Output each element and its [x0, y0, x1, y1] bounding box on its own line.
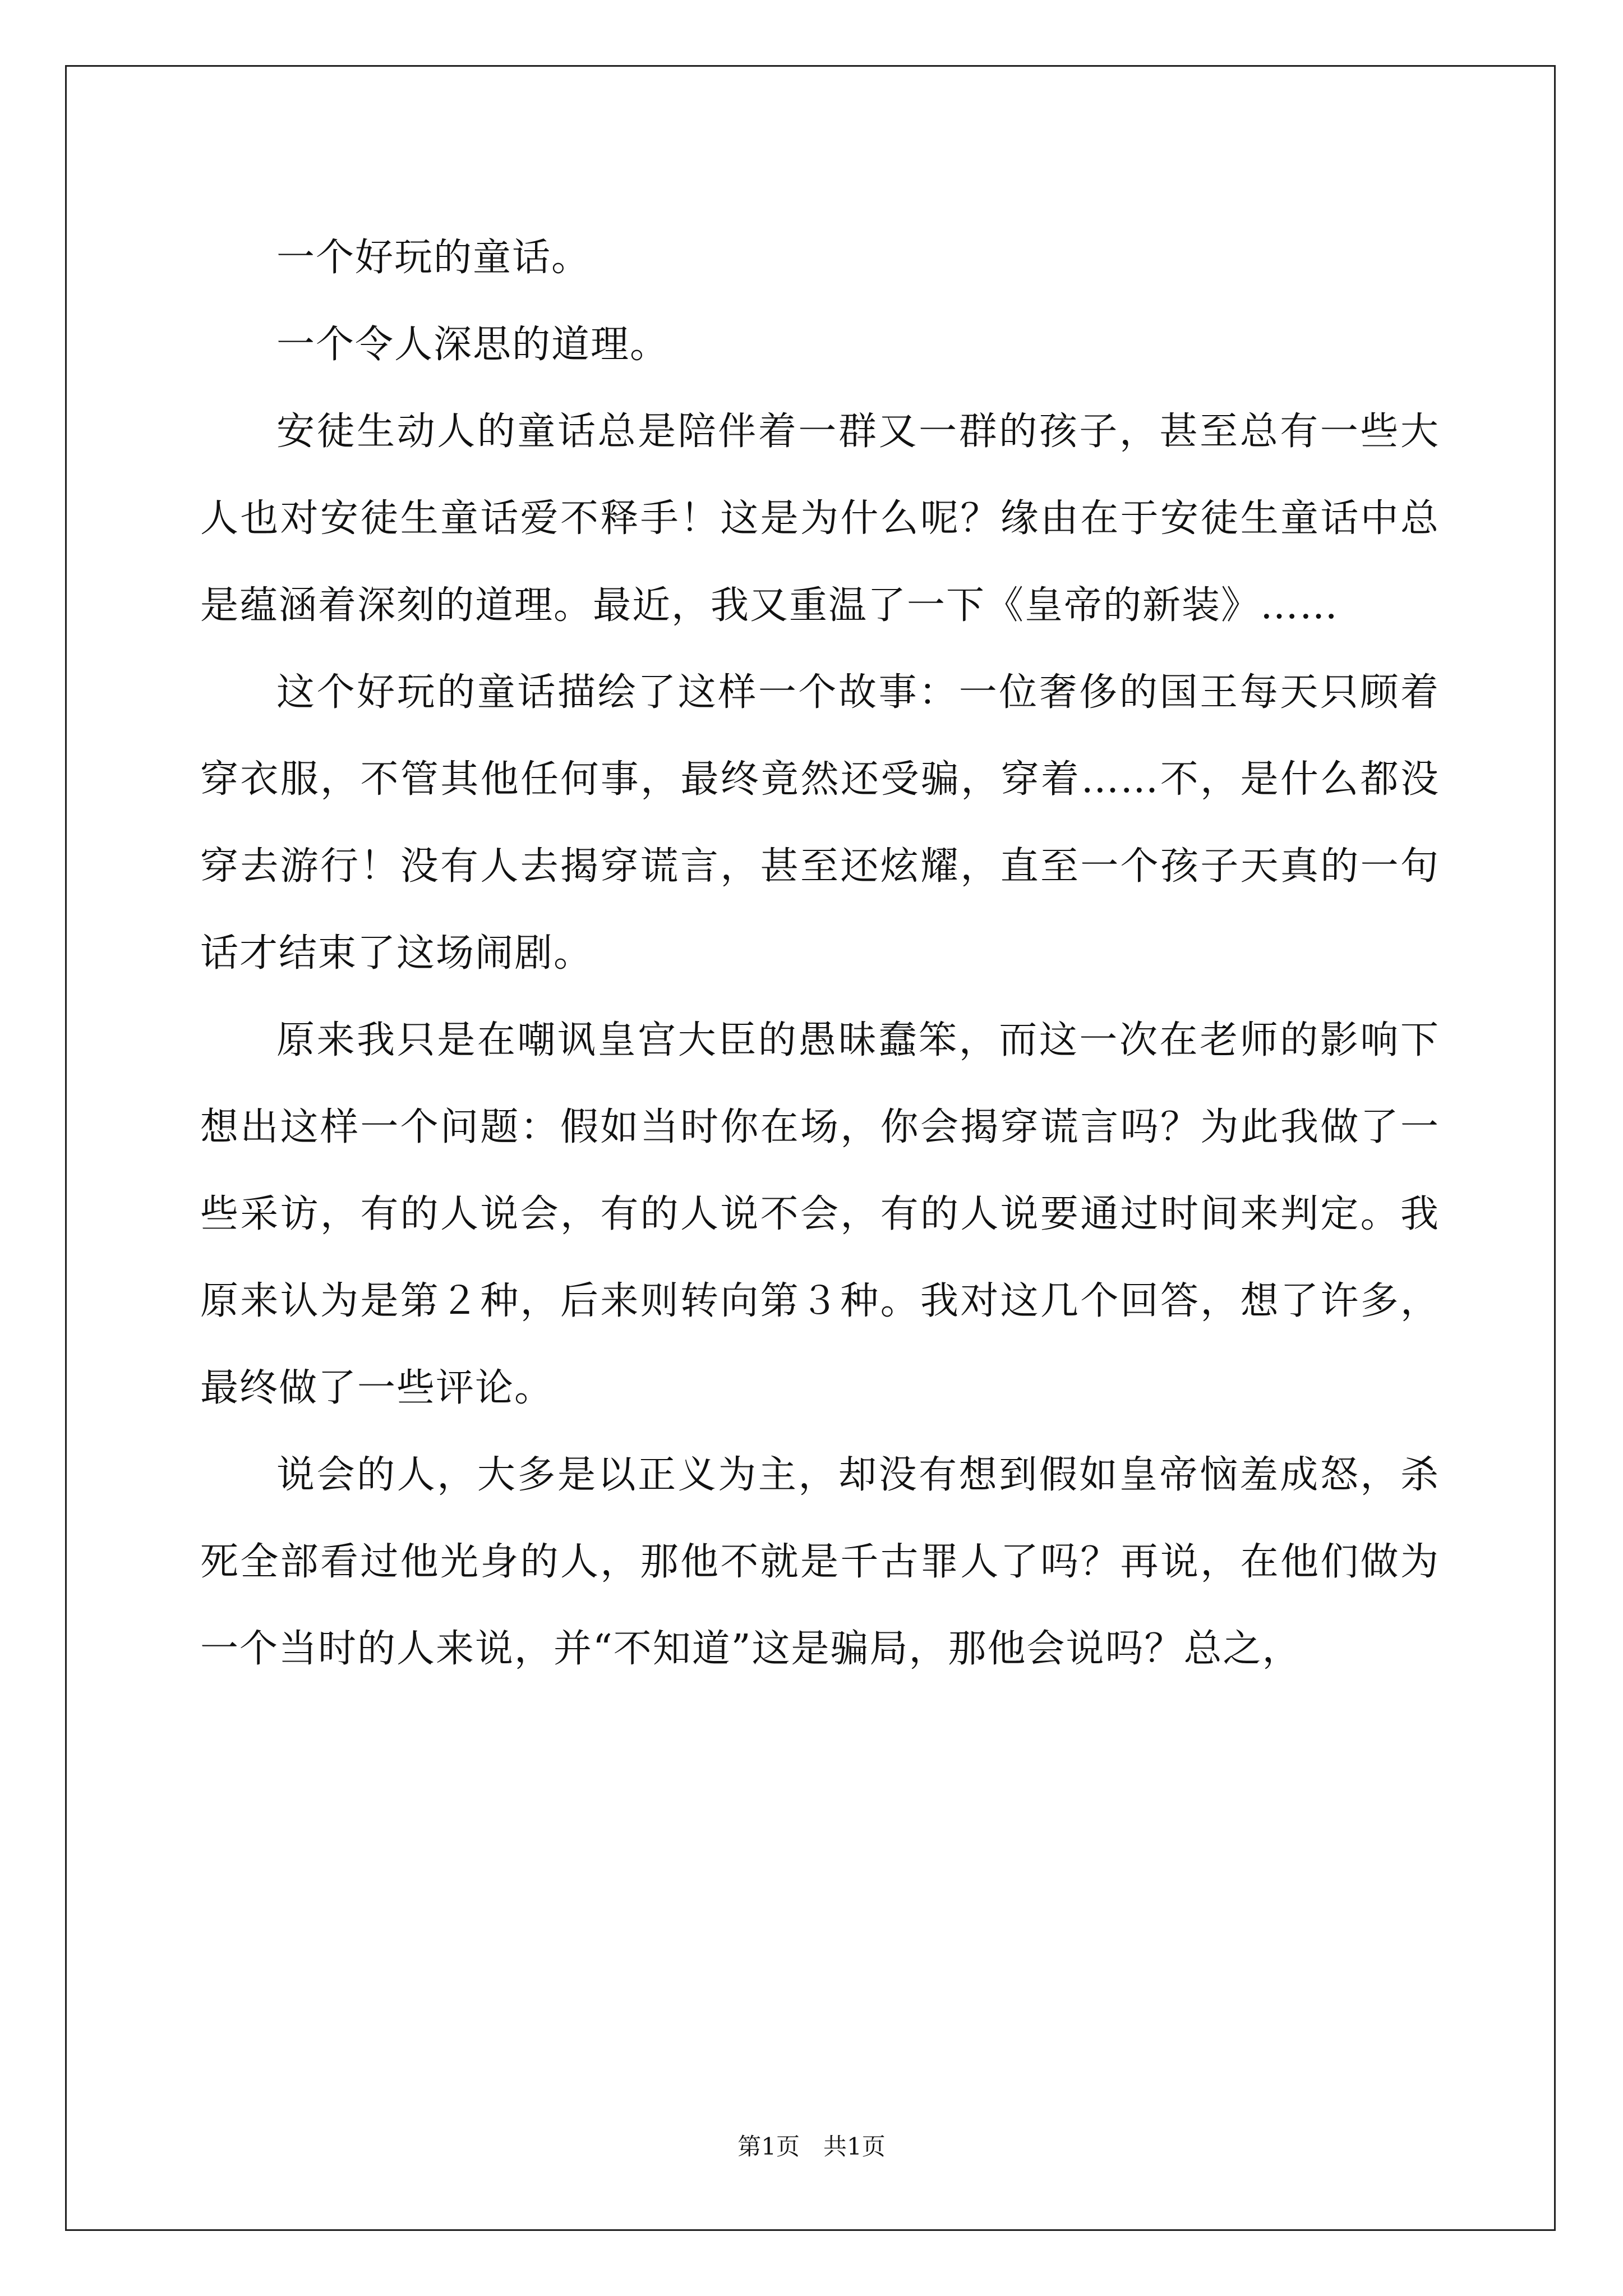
- paragraph: 安徒生动人的童话总是陪伴着一群又一群的孩子，甚至总有一些大人也对安徒生童话爱不释手！这是为什么呢？缘由在于安徒生童话中总是蕴涵着深刻的道理。最近，我又重温了一下《皇帝的新装》……: [200, 409, 1440, 628]
- paragraph: 这个好玩的童话描绘了这样一个故事：一位奢侈的国王每天只顾着穿衣服，不管其他任何事，最终竟然还受骗，穿着……不，是什么都没穿去游行！没有人去揭穿谎言，甚至还炫耀，直至一个孩子天真的一句话才结束了这场闹剧。: [200, 670, 1440, 976]
- page-footer: 第1页 共1页: [737, 2133, 886, 2160]
- paragraph: 一个令人深思的道理。: [276, 323, 670, 367]
- paragraph: 一个好玩的童话。: [276, 236, 591, 280]
- document-body: [200, 214, 1440, 1692]
- paragraph: 原来我只是在嘲讽皇宫大臣的愚昧蠢笨，而这一次在老师的影响下想出这样一个问题：假如当时你在场，你会揭穿谎言吗？为此我做了一些采访，有的人说会，有的人说不会，有的人说要通过时间来判定。我原来认为是第２种，后来则转向第３种。我对这几个回答，想了许多，最终做了一些评论。: [200, 1018, 1440, 1410]
- paragraph: 说会的人，大多是以正义为主，却没有想到假如皇帝恼羞成怒，杀死全部看过他光身的人，那他不就是千古罪人了吗？再说，在他们做为一个当时的人来说，并“不知道”这是骗局，那他会说吗？总之，: [200, 1453, 1440, 1671]
